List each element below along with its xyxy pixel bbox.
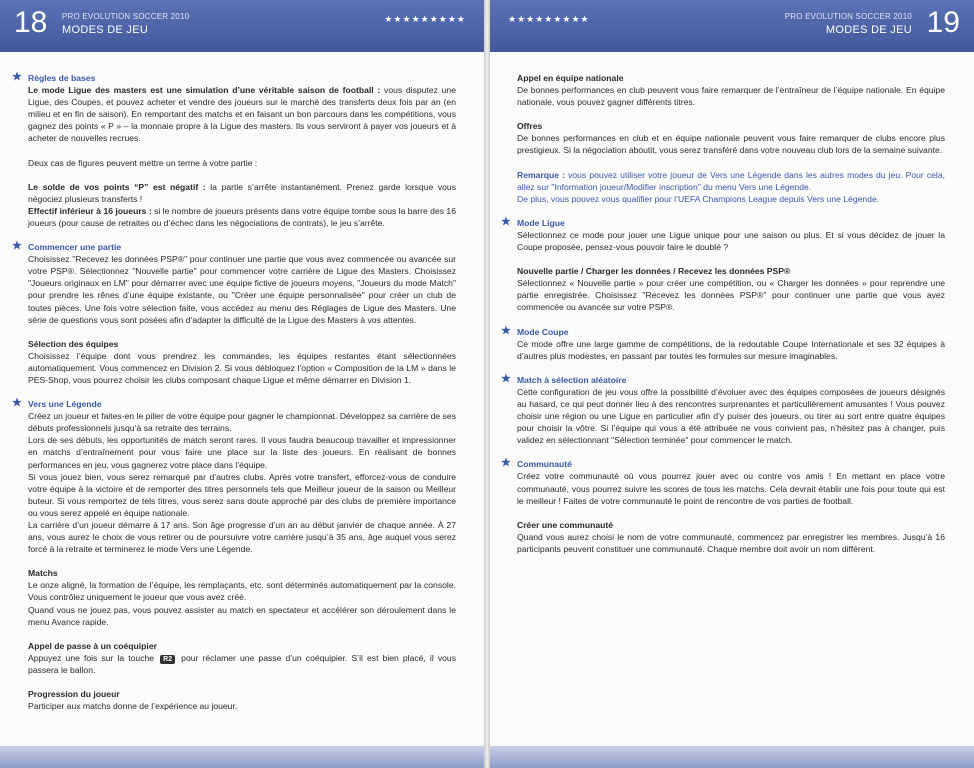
paragraph [517,229,945,253]
section-heading [12,240,456,253]
paragraph-text: De bonnes performances en club et en équipe nationale peuvent vous faire remarquer de clubs encore plus prestigieux. Si la négociation aboutit, vous serez transféré dans votre nouveau club lors de la semaine suivante. [517,133,945,156]
subheading: Sélection des équipes [28,338,119,349]
spacer [28,169,456,181]
paragraph [28,579,456,603]
spacer [517,314,945,326]
spacer [28,145,456,157]
spacer [28,326,456,338]
subheading: Matchs [28,568,58,579]
paragraph [28,700,456,712]
paragraph-lead: Remarque : [517,169,565,180]
r2-button-icon: R2 [160,655,175,664]
subheading: Offres [517,121,543,132]
paragraph [517,470,945,506]
spacer [517,157,945,169]
spacer [28,555,456,567]
page-footer-band [490,746,974,768]
paragraph-text: Créez votre communauté où vous pourrez jouer avec ou contre vos amis ! En mettant en place votre communauté, vous pourrez suivre les scores de tous les matchs. Cela devrait établir une fois pour toute qui est le meilleur ! Faites de votre communauté le point de rencontre de vos parties de football. [517,471,945,506]
paragraph-text: Lors de ses débuts, les opportunités de match seront rares. Il vous faudra beaucoup travailler et impressionner en matchs d’entraînement pour vous faire une place sur la liste des joueurs. En réalisant de bonnes performances en jeu, vous gagnerez votre place dans l’équipe. [28,435,456,470]
spacer [28,676,456,688]
paragraph [28,652,456,676]
star-icon: ★ [501,215,511,228]
section-title: MODES DE JEU [62,24,149,36]
paragraph [28,434,456,470]
spacer [517,205,945,217]
paragraph-text: Si vous jouez bien, vous serez remarqué par d’autres clubs. Après votre transfert, efforcez-vous de conduire votre équipe à la victoire et de remporter des titres personnels tels que Meilleur joueur de la saison ou Meilleur buteur. Si vous remportez de tels titres, vous serez sans doute approché par des clubs de première importance ou vous serez appelé en équipe nationale. [28,471,456,518]
header-stars: ★★★★★★★★★ [384,14,466,24]
paragraph [28,157,456,169]
paragraph [28,350,456,386]
section-heading-text: Mode Coupe [517,326,569,337]
spacer [517,108,945,120]
section-title: MODES DE JEU [825,24,912,36]
paragraph-text: Quand vous ne jouez pas, vous pouvez assister au match en spectateur et accélérer son déroulement dans le menu Avance rapide. [28,604,456,627]
page-left [0,0,484,768]
spacer [517,507,945,519]
paragraph [28,410,456,434]
paragraph [517,84,945,108]
star-icon: ★ [501,372,511,385]
section-heading-text: Mode Ligue [517,217,565,228]
note-paragraph [517,169,945,193]
subheading: Appel de passe à un coéquipier [28,640,157,651]
right-column [501,72,945,555]
paragraph-text: Appuyez une fois sur la touche [28,652,159,663]
paragraph-lead: Effectif inférieur à 16 joueurs : [28,205,152,216]
subheading: Progression du joueur [28,689,120,700]
page-header [0,0,484,52]
left-column [12,71,457,712]
page-number: 19 [926,6,960,39]
paragraph [28,471,456,519]
paragraph-text: pour réclamer une passe d’un coéquipier. S’il est bien placé, il vous passera le ballon. [28,652,456,675]
paragraph-lead: Le mode Ligue des masters est une simulation d’une véritable saison de football : [28,85,381,96]
section-heading-text: Communauté [517,459,572,470]
section-heading [501,215,945,229]
paragraph-text: La carrière d’un joueur démarre à 17 ans. Son âge progresse d’un an au début janvier de chaque année. À 27 ans, vous aurez le choix de vous retirer ou de poursuivre votre carrière jusqu’à 35 ans, âge auquel vous serez forcé à la retraite et terminerez le mode Vers une Légende. [28,520,456,555]
page-footer-band [0,746,484,768]
paragraph-text: Ce mode offre une large gamme de compétitions, de la redoutable Coupe Internationale et ses 32 équipes à d’autres plus modestes, en passant par toutes les formules sur mesure imaginables. [517,338,945,361]
paragraph-text: De plus, vous pouvez vous qualifier pour l’UEFA Champions League depuis Vers une Légende. [517,193,880,204]
page-header [490,0,974,52]
paragraph [28,604,456,628]
star-icon: ★ [501,457,511,470]
section-heading-text: Match à sélection aléatoire [517,374,627,385]
paragraph-text: Deux cas de figures peuvent mettre un terme à votre partie : [28,157,258,168]
paragraph [517,277,945,313]
paragraph-text: Le onze aligné, la formation de l’équipe, les remplaçants, etc. sont déterminés automatiquement par la console. Vous contrôlez uniquement le joueur que vous avez créé. [28,580,456,603]
subheading: Nouvelle partie / Charger les données / Recevez les données PSP® [517,266,791,277]
paragraph [28,205,456,229]
spacer [28,628,456,640]
paragraph-text: Choisissez "Recevez les données PSP®" pour continuer une partie que vous avez commencée ou avancée sur votre PSP®. Sélectionnez "Nouvelle partie" pour commencer votre carrière de Ligue des Masters. Choisissez "Joueurs originaux en LM" pour démarrer avec une équipe fictive de joueurs moyens, "Joueurs du mode Match" pour prendre les rênes d’une équipe existante, ou "Créer une équipe personnalisée" pour créer un club de toutes pièces. Une fois votre sélection faite, vous accédez au menu des Réglages de Ligue des Masters. Une série de questions vous sont posées afin d’adapter la difficulté de la Ligue des Masters à vos attentes. [28,254,456,325]
paragraph [517,386,945,446]
paragraph [28,253,456,326]
star-icon: ★ [501,324,511,337]
section-heading [501,324,945,338]
section-heading-text: Règles de bases [28,73,96,83]
paragraph-text: Choisissez l’équipe dont vous prendrez les commandes, les équipes restantes étant sélectionnées automatiquement. Vous commencez en Division 2. Si vous débloquez l’option « Composition de la LM » dans le PES-Shop, vous pourrez choisir les clubs composant chaque Ligue et même démarrer en Division 1. [28,350,456,385]
spacer [517,362,945,374]
section-heading [12,71,456,84]
game-title: PRO EVOLUTION SOCCER 2010 [784,12,912,21]
paragraph-text: Cette configuration de jeu vous offre la possibilité d’évoluer avec des équipes composées de joueurs désignés au hasard, ce qui peut donner lieu à des rencontres surprenantes et particulièrement amusantes ! Vous pouvez choisir une région ou une Ligue en particulier afin d’y puiser des joueurs, ou tirer au sort entre quatre équipes pour choisir la vôtre. Si l’équipe qui vous a été attribuée ne vous convient pas, n’hésitez pas à changer, puis validez en sélectionnant "Sélection terminée" pour commencer le match. [517,386,945,446]
page-number: 18 [14,6,48,39]
paragraph-text: Quand vous aurez choisi le nom de votre communauté, commencez par enregistrer les membres. Jusqu’à 16 participants peuvent constituer une communauté. Chaque membre doit avoir un nom différent. [517,531,945,554]
section-heading [12,397,456,410]
paragraph-text: De bonnes performances en club peuvent vous faire remarquer de l’entraîneur de l’équipe nationale. En équipe nationale, vous pouvez gagner différents titres. [517,85,945,108]
star-icon: ★ [12,71,22,83]
paragraph-text: Sélectionnez ce mode pour jouer une Ligue unique pour une saison ou plus. Et si vous décidez de jouer la Coupe proposée, pensez-vous pouvoir faire le doublé ? [517,229,945,253]
paragraph-text: vous pouvez utiliser votre joueur de Vers une Légende dans les autres modes du jeu. Pour cela, allez sur "Information joueur/Modifier inscription" du menu Vers une Légende. [517,169,945,192]
section-heading-text: Vers une Légende [28,399,102,410]
paragraph-text: la partie s’arrête instantanément. Prenez garde lorsque vous négociez plusieurs transferts ! [28,181,457,204]
star-icon: ★ [12,397,22,410]
paragraph-text: Participer aux matchs donne de l’expérience au joueur. [28,701,238,712]
spacer [517,253,945,265]
section-heading-text: Commencer une partie [28,242,122,253]
paragraph [28,84,456,144]
paragraph-text: Créez un joueur et faites-en le pilier de votre équipe pour gagner le championnat. Développez sa carrière de ses débuts professionnels jusqu’à sa retraite des terrains. [28,411,456,434]
paragraph [28,519,456,555]
game-title: PRO EVOLUTION SOCCER 2010 [62,12,190,21]
spacer [517,446,945,458]
note-paragraph [517,193,945,205]
paragraph-text: vous disputez une Ligue, des Coupes, et pouvez acheter et vendre des joueurs sur le marché des transferts deux fois par an (en milieu et en fin de saison). En remportant des matchs et en faisant un bon parcours dans les compétitions, vous gagnez des points « P » – la monnaie propre à la Ligue des masters. Ils vous serviront à payer vos joueurs et à acheter de nouvelles recrues. [28,85,456,144]
section-heading [501,372,945,386]
page-right [490,0,974,768]
paragraph [517,132,945,156]
paragraph [517,531,945,555]
paragraph-lead: Le solde de vos points “P” est négatif : [28,181,206,192]
paragraph [28,181,456,205]
paragraph [517,338,945,362]
subheading: Appel en équipe nationale [517,73,624,83]
star-icon: ★ [12,240,22,253]
header-stars: ★★★★★★★★★ [508,14,590,24]
paragraph-text: si le nombre de joueurs présents dans votre équipe tombe sous la barre des 16 joueurs (pour cause de retraites ou d’échec dans les négociations de contrats), le jeu s’arrête. [28,205,456,228]
section-heading [501,457,945,470]
spacer [28,386,456,398]
spacer [28,229,456,241]
subheading: Créer une communauté [517,519,613,530]
paragraph-text: Sélectionnez « Nouvelle partie » pour créer une compétition, ou « Charger les données » pour reprendre une partie enregistrée. Choisissez "Recevez les données PSP®" pour continuer une partie que vous avez commencée ou avancée sur votre PSP®. [517,278,945,313]
